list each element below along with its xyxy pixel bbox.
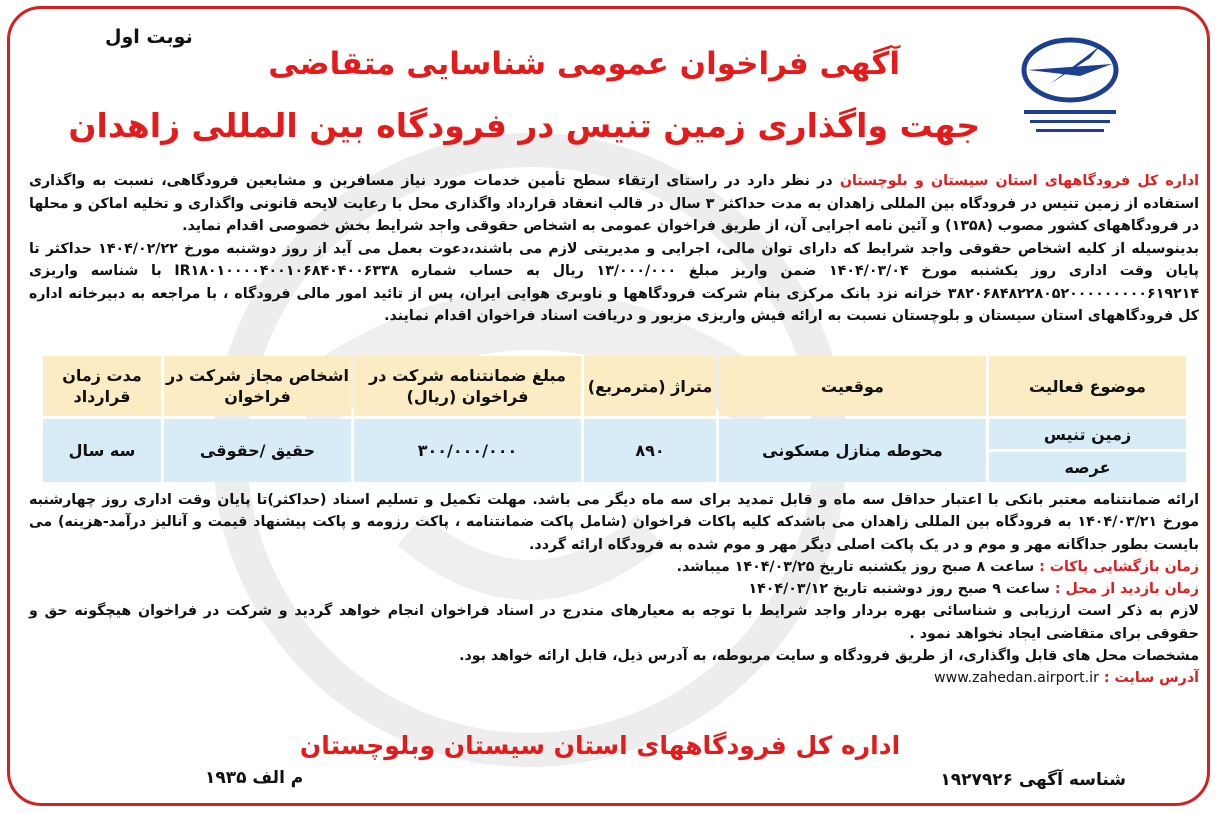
ad-code: م الف ۱۹۳۵ <box>205 768 304 788</box>
header-eligible: اشخاص مجاز شرکت در فراخوان <box>164 356 351 416</box>
cell-subject-2: عرصه <box>989 452 1186 482</box>
cell-guarantee: ۳۰۰/۰۰۰/۰۰۰ <box>354 419 581 482</box>
cell-eligible: حقیق /حقوقی <box>164 419 351 482</box>
publication-round: نوبت اول <box>105 26 193 48</box>
org-name: اداره کل فرودگاههای استان سیستان و بلوچستان <box>839 173 1199 189</box>
conditions-section <box>29 489 1199 690</box>
cell-subject-1: زمین تنیس <box>989 419 1186 449</box>
site-label: آدرس سایت : <box>1103 670 1199 687</box>
opening-text: ساعت ۸ صبح روز یکشنبه تاریخ ۱۴۰۴/۰۳/۲۵ میباشد. <box>676 558 1035 575</box>
table-header-row <box>43 356 1186 416</box>
visit-time <box>29 578 1199 600</box>
title-line-1: آگهی فراخوان عمومی شناسایی متقاضی <box>268 46 900 82</box>
cell-location: محوطه منازل مسکونی <box>719 419 986 482</box>
cell-duration: سه سال <box>43 419 161 482</box>
visit-label: زمان بازدید از محل : <box>1054 581 1199 598</box>
header-guarantee: مبلغ ضمانتنامه شرکت در فراخوان (ریال) <box>354 356 581 416</box>
conditions-paragraph: ارائه ضمانتنامه معتبر بانکی با اعتبار حداقل سه ماه و قابل تمدید برای سه ماه دیگر می باشد. مهلت تکمیل و تسلیم اسناد (حداکثر)تا پایان وقت اداری روز چهارشنبه مورخ ۱۴۰۴/۰۳/۲۱ به فرودگاه بین المللی زاهدان می باشدکه کلیه پاکات فراخوان (شامل پاکت ضمانتنامه ، پاکت رزومه و پاکت پیشنهاد قیمت و آنالیز درآمد-هزینه) می بایست بطور جداگانه مهر و موم و در یک پاکت اصلی دیگر مهر و موم شده به فرودگاه ارائه گردد. <box>29 492 1199 553</box>
title-line-2: جهت واگذاری زمین تنیس در فرودگاه بین المللی زاهدان <box>68 106 980 145</box>
specs-paragraph: مشخصات محل های قابل واگذاری، از طریق فرودگاه و سایت مربوطه، به آدرس ذیل، قابل ارائه خواهد بود. <box>459 648 1199 665</box>
header-duration: مدت زمان قرارداد <box>43 356 161 416</box>
opening-time <box>29 556 1199 578</box>
activity-table <box>40 353 1189 485</box>
intro-section <box>29 170 1199 328</box>
visit-text: ساعت ۹ صبح روز دوشنبه تاریخ ۱۴۰۴/۰۳/۱۲ <box>748 581 1050 598</box>
cell-area: ۸۹۰ <box>584 419 716 482</box>
opening-label: زمان بازگشایی پاکات : <box>1039 558 1199 575</box>
site-address <box>29 667 1199 689</box>
airports-company-logo <box>1010 24 1130 142</box>
intro-text: در نظر دارد در راستای ارتقاء سطح تأمین خدمات مورد نیاز مسافرین و مشایعین فرودگاهی، نسبت به واگذاری استفاده از زمین تنیس در فرودگاه بین المللی زاهدان به مدت حداکثر ۳ سال در قالب انعقاد قرارداد واگذاری محل با رعایت لایحه قانونی واگذاری و تخلیه اماکن و محلها در فرودگاههای کشور مصوب (۱۳۵۸) و آئین نامه اجرایی آن، از طریق فراخوان عمومی به اشخاص حقوقی واجد شرایط بخش خصوصی اقدام نماید. <box>29 173 1200 234</box>
table-row <box>43 419 1186 449</box>
header-area: متراژ (مترمربع) <box>584 356 716 416</box>
site-url-link[interactable]: www.zahedan.airport.ir <box>934 670 1099 687</box>
evaluation-paragraph: لازم به ذکر است ارزیابی و شناسائی بهره بردار واجد شرایط با توجه به معیارهای مندرج در اسناد فراخوان انجام خواهد گردید و شرکت در فراخوان هیچگونه حق و حقوقی برای متقاضی ایجاد نخواهد نمود . <box>29 603 1199 642</box>
header-subject: موضوع فعالیت <box>989 356 1186 416</box>
intro-paragraph-2: بدینوسیله از کلیه اشخاص حقوقی واجد شرایط که دارای توان مالی، اجرایی و مدیریتی لازم می باشند،دعوت بعمل می آید از روز دوشنبه مورخ ۱۴۰۴/۰۲/۲۲ حداکثر تا پایان وقت اداری روز یکشنبه مورخ ۱۴۰۴/۰۳/۰۴ ضمن واریز مبلغ ۱۳/۰۰۰/۰۰۰ ریال به حساب شماره IR۱۸۰۱۰۰۰۰۴۰۰۱۰۶۸۴۰۴۰۰۶۳۳۸ با شناسه واریزی ۳۸۲۰۶۸۴۸۲۲۸۰۵۲۰۰۰۰۰۰۰۰۰۶۱۹۲۱۴ خزانه نزد بانک مرکزی بنام شرکت فرودگاهها و ناوبری هوایی ایران، پس از تائید امور مالی فرودگاه ، با مراجعه به دبیرخانه اداره کل فرودگاههای استان سیستان و بلوچستان نسبت به ارائه فیش واریزی مزبور و دریافت اسناد فراخوان اقدام نمایند. <box>29 240 1199 324</box>
ad-id: شناسه آگهی ۱۹۲۷۹۲۶ <box>940 770 1126 790</box>
footer-org-name: اداره کل فرودگاههای استان سیستان وبلوچستان <box>299 731 901 760</box>
header-location: موقعیت <box>719 356 986 416</box>
intro-paragraph-1 <box>29 170 1199 238</box>
